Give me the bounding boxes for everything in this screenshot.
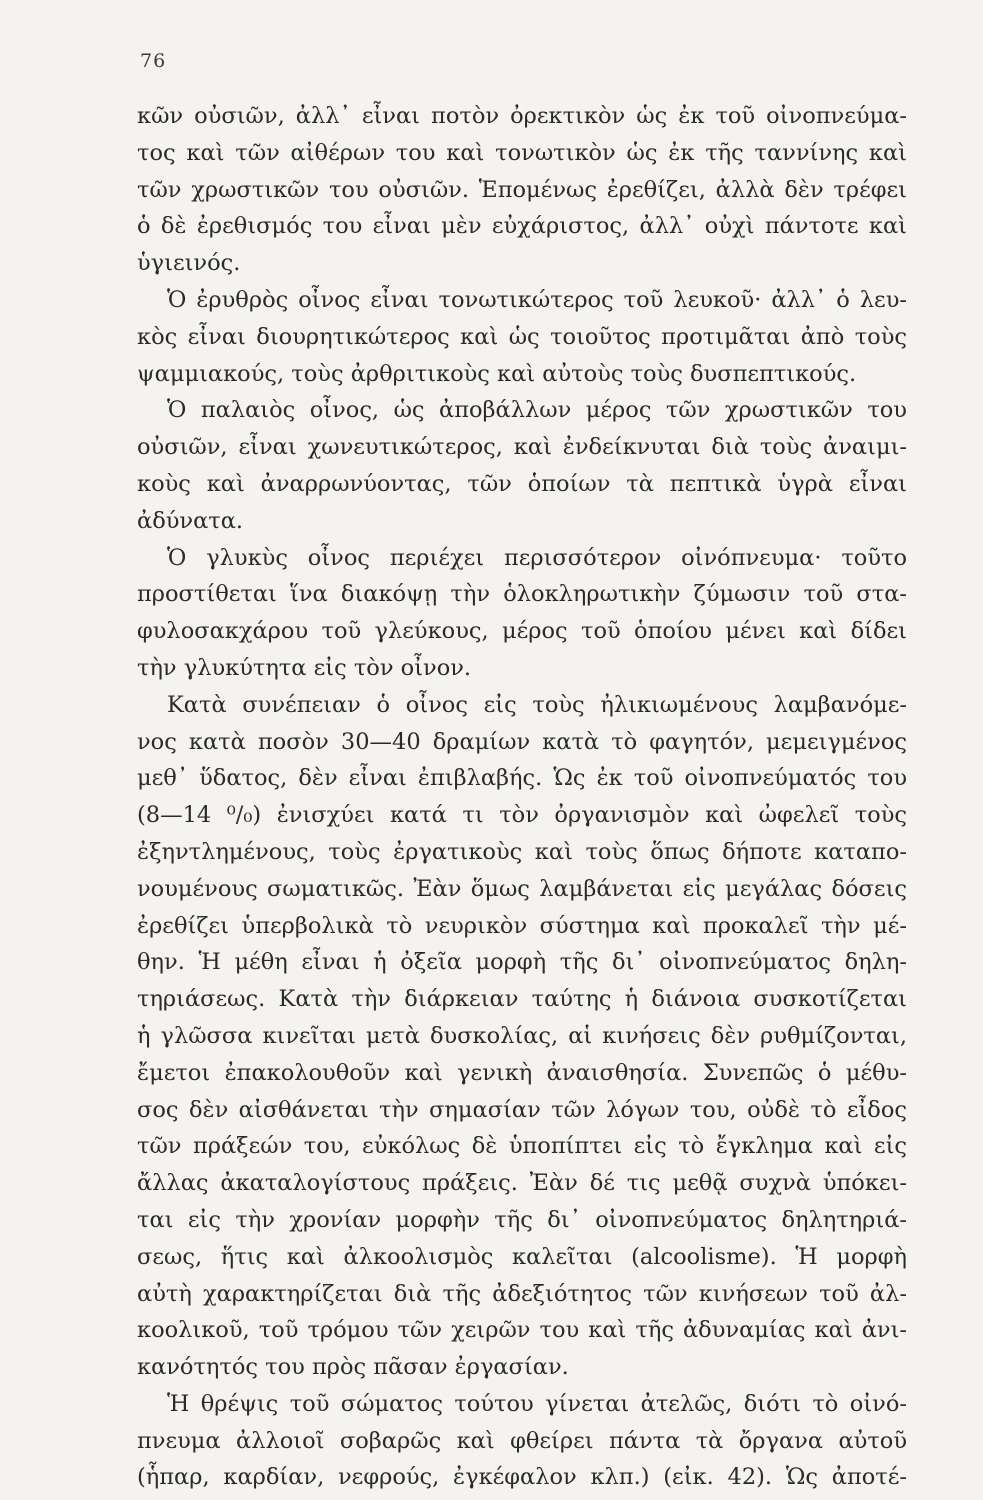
text-line: σος δὲν αἰσθάνεται τὴν σημασίαν τῶν λόγων του, οὐδὲ τὸ εἶδος <box>137 1096 907 1123</box>
text-line: ἔμετοι ἐπακολουθοῦν καὶ γενικὴ ἀναισθησία. Συνεπῶς ὁ μέθυ- <box>137 1059 907 1086</box>
text-line: ται εἰς τὴν χρονίαν μορφὴν τῆς δι᾽ οἰνοπνεύματος δηλητηριά- <box>137 1206 907 1233</box>
text-line: Ὁ γλυκὺς οἶνος περιέχει περισσότερον οἰνόπνευμα· τοῦτο <box>167 544 907 571</box>
text-line: Ὁ παλαιὸς οἶνος, ὡς ἀποβάλλων μέρος τῶν χρωστικῶν του <box>167 397 907 424</box>
text-line: (8—14 ⁰/₀) ἐνισχύει κατά τι τὸν ὀργανισμὸν καὶ ὠφελεῖ τοὺς <box>137 802 907 829</box>
text-line: ψαμμιακούς, τοὺς ἀρθριτικοὺς καὶ αὐτοὺς τοὺς δυσπεπτικούς. <box>137 360 857 387</box>
text-line: τῶν χρωστικῶν του οὐσιῶν. Ἑπομένως ἐρεθίζει, ἀλλὰ δὲν τρέφει <box>137 176 907 203</box>
text-line: αὐτὴ χαρακτηρίζεται διὰ τῆς ἀδεξιότητος τῶν κινήσεων τοῦ ἀλ- <box>137 1280 907 1307</box>
text-line: πνευμα ἀλλοιοῖ σοβαρῶς καὶ φθείρει πάντα τὰ ὄργανα αὐτοῦ <box>137 1427 907 1454</box>
text-line: κοὺς καὶ ἀναρρωνύοντας, τῶν ὁποίων τὰ πεπτικὰ ὑγρὰ εἶναι <box>137 470 907 497</box>
text-line: σεως, ἥτις καὶ ἀλκοολισμὸς καλεῖται (alcoolisme). Ἡ μορφὴ <box>137 1243 907 1270</box>
text-line: μεθ᾽ ὕδατος, δὲν εἶναι ἐπιβλαβής. Ὡς ἐκ τοῦ οἰνοπνεύματός του <box>137 765 907 792</box>
text-line: φυλοσακχάρου τοῦ γλεύκους, μέρος τοῦ ὁποίου μένει καὶ δίδει <box>137 618 907 645</box>
text-line: κῶν οὐσιῶν, ἀλλ᾽ εἶναι ποτὸν ὀρεκτικὸν ὡς ἐκ τοῦ οἰνοπνεύμα- <box>137 103 907 129</box>
text-line: ἄλλας ἀκαταλογίστους πράξεις. Ἐὰν δέ τις μεθᾷ συχνὰ ὑπόκει- <box>137 1170 907 1197</box>
page-number: 76 <box>140 50 167 72</box>
text-line: Ἡ θρέψις τοῦ σώματος τούτου γίνεται ἀτελῶς, διότι τὸ οἰνό- <box>167 1390 907 1417</box>
text-line: νος κατὰ ποσὸν 30—40 δραμίων κατὰ τὸ φαγητόν, μεμειγμένος <box>137 728 907 755</box>
text-line: ἐξηντλημένους, τοὺς ἐργατικοὺς καὶ τοὺς ὅπως δήποτε καταπο- <box>137 838 907 865</box>
text-line: τος καὶ τῶν αἰθέρων του καὶ τονωτικὸν ὡς ἐκ τῆς ταννίνης καὶ <box>137 139 907 166</box>
text-line: τῶν πράξεών του, εὐκόλως δὲ ὑποπίπτει εἰς τὸ ἔγκλημα καὶ εἰς <box>137 1133 907 1160</box>
text-line: Κατὰ συνέπειαν ὁ οἶνος εἰς τοὺς ἠλικιωμένους λαμβανόμε- <box>167 691 907 718</box>
text-line: τηριάσεως. Κατὰ τὴν διάρκειαν ταύτης ἡ διάνοια συσκοτίζεται <box>137 986 907 1013</box>
text-line: προστίθεται ἵνα διακόψῃ τὴν ὁλοκληρωτικὴν ζύμωσιν τοῦ στα- <box>137 581 907 608</box>
text-line: (ἧπαρ, καρδίαν, νεφρούς, ἐγκέφαλον κλπ.) (εἰκ. 42). Ὡς ἀποτέ- <box>137 1464 907 1491</box>
text-line: κανότητός του πρὸς πᾶσαν ἐργασίαν. <box>137 1354 569 1381</box>
text-line: κοολικοῦ, τοῦ τρόμου τῶν χειρῶν του καὶ τῆς ἀδυναμίας καὶ ἀνι- <box>137 1317 907 1344</box>
body-text <box>137 98 907 1496</box>
text-line: θην. Ἡ μέθη εἶναι ἡ ὀξεῖα μορφὴ τῆς δι᾽ οἰνοπνεύματος δηλη- <box>137 949 907 976</box>
text-line: Ὁ ἐρυθρὸς οἶνος εἶναι τονωτικώτερος τοῦ λευκοῦ· ἀλλ᾽ ὁ λευ- <box>167 286 907 313</box>
text-line: ὑγιεινός. <box>137 250 241 277</box>
text-line: τὴν γλυκύτητα εἰς τὸν οἶνον. <box>137 654 472 681</box>
text-line: ἡ γλῶσσα κινεῖται μετὰ δυσκολίας, αἱ κινήσεις δὲν ρυθμίζονται, <box>137 1022 907 1049</box>
text-line: οὐσιῶν, εἶναι χωνευτικώτερος, καὶ ἐνδείκνυται διὰ τοὺς ἀναιμι- <box>137 434 907 461</box>
text-line: νουμένους σωματικῶς. Ἐὰν ὅμως λαμβάνεται εἰς μεγάλας δόσεις <box>137 875 907 902</box>
text-line: ὁ δὲ ἐρεθισμός του εἶναι μὲν εὐχάριστος, ἀλλ᾽ οὐχὶ πάντοτε καὶ <box>137 213 907 240</box>
text-line: κὸς εἶναι διουρητικώτερος καὶ ὡς τοιοῦτος προτιμᾶται ἀπὸ τοὺς <box>137 323 907 350</box>
text-line: ἀδύνατα. <box>137 507 244 534</box>
text-line: ἐρεθίζει ὑπερβολικὰ τὸ νευρικὸν σύστημα καὶ προκαλεῖ τὴν μέ- <box>137 912 907 939</box>
